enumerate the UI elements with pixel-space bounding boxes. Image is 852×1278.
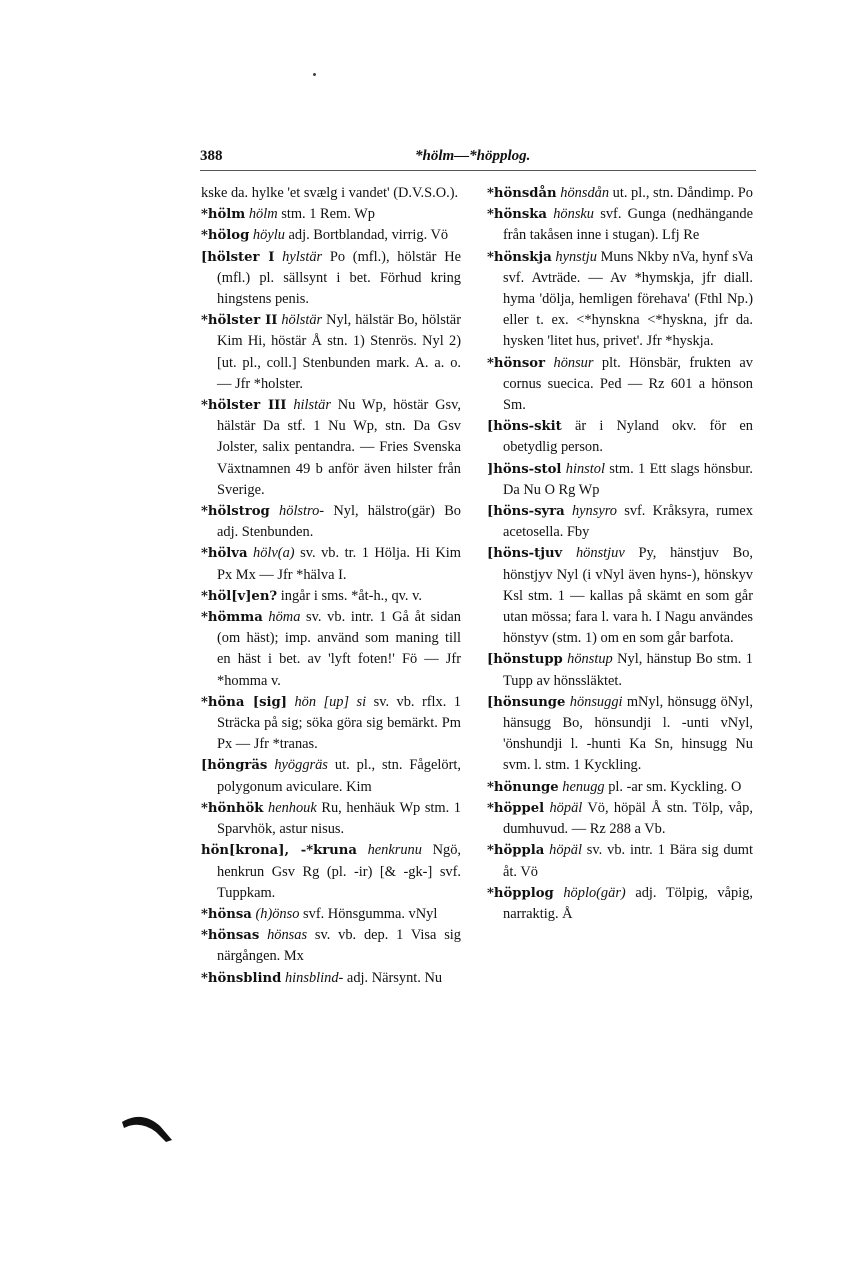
entry-headword: *hölva [201,546,248,562]
entry-dialect-form: henugg [562,778,605,795]
entry-dialect-form: höplo(gär) [563,884,626,901]
entry-dialect-form: hönsas [267,927,308,944]
entry-dialect-form: hinsblind- [284,969,344,986]
dictionary-entry [487,840,753,882]
entry-headword: [höns-tjuv [487,546,563,562]
entry-headword: *hölster III [201,398,287,414]
entry-headword: *hönsa [201,906,252,922]
entry-headword: *hölog [201,228,250,244]
entry-headword: *hömma [201,610,263,626]
dictionary-entry [487,204,753,246]
entry-dialect-form: hönsku [553,206,595,223]
entry-dialect-form: hilstär [293,397,331,414]
entry-definition: svf. Kråksyra, rumex acetosella. Fby [503,503,753,541]
dictionary-entry [487,416,753,458]
entry-dialect-form: hyöggräs [274,757,328,774]
entry-definition: Nyl, hälstär Bo, hölstär Kim Hi, höstär Å stn. 1) Stenrös. Nyl 2) [ut. pl., coll.] Stenbunden mark. A. a. o. — Jfr *holster. [217,312,461,392]
entry-headword: [hönsunge [487,694,566,710]
left-column [201,183,461,989]
entry-headword: [höns-skit [487,419,562,435]
entry-definition: ut. pl., stn. Fågelört, polygonum aviculare. Kim [217,757,461,795]
dictionary-entry [487,247,753,353]
dictionary-entry [487,459,753,501]
entry-definition: Nu Wp, höstär Gsv, hälstär Da stf. 1 Nu Wp, stn. Da Gsv Jolster, salix pentandra. — Fries Svenska Växtnamnen 49 b anför även hilster från Sverige. [217,397,461,498]
dictionary-entry [487,798,753,840]
entry-definition: stm. 1 Ett slags hönsbur. Da Nu O Rg Wp [503,460,753,498]
entry-definition: adj. Bortblandad, virrig. Vö [284,227,449,244]
entry-headword: *hönska [487,207,547,223]
entry-headword: *höl[v]en? [201,588,278,604]
dictionary-entry [201,925,461,967]
dictionary-entry [201,798,461,840]
entry-definition: stm. 1 Rem. Wp [277,206,375,223]
dictionary-entry [201,904,461,925]
dictionary-entry [201,501,461,543]
entry-dialect-form: hynstju [555,248,597,265]
entry-definition: sv. vb. tr. 1 Hölja. Hi Kim Px Mx — Jfr *hälva I. [217,545,461,583]
dictionary-entry [201,204,461,225]
entry-definition: pl. -ar sm. Kyckling. O [604,778,742,795]
dictionary-entry [201,755,461,797]
entry-dialect-form: henkrunu [367,842,422,859]
dictionary-entry [201,543,461,585]
dictionary-entry [487,353,753,417]
dictionary-entry [201,225,461,246]
entry-dialect-form: hönsdån [560,185,610,201]
page-corner-mark-icon [120,1108,180,1148]
entry-headword: *hönsas [201,928,260,944]
entry-dialect-form: hön [up] si [294,693,367,710]
entry-definition: ut. pl., stn. Dåndimp. Po [609,185,753,201]
entry-headword: [hölster I [201,249,275,265]
entry-definition: Vö, höpäl Å stn. Tölp, våp, dumhuvud. — Rz 288 a Vb. [503,799,753,838]
entry-definition: adj. Tölpig, våpig, narraktig. Å [503,884,753,922]
entry-definition: sv. vb. rflx. 1 Sträcka på sig; söka göra sig bemärkt. Pm Px — Jfr *tranas. [217,693,461,753]
dictionary-entry [201,310,461,395]
entry-definition: ingår i sms. *åt-h., qv. v. [280,587,422,604]
entry-headword: *hönsblind [201,970,282,986]
dictionary-entry [487,777,753,798]
entry-headword: *höna [sig] [201,694,287,710]
entry-definition: plt. Hönsbär, frukten av cornus suecica. Ped — Rz 601 a hönson Sm. [503,354,753,414]
entry-dialect-form: hönstup [567,651,613,668]
dictionary-entry [487,543,753,649]
dictionary-entry [201,183,461,204]
entry-dialect-form: henhouk [268,799,317,816]
entry-dialect-form: hönsur [553,354,594,371]
entry-definition: Muns Nkby nVa, hynf sVa svf. Avträde. — Av *hymskja, jfr diall. hyma 'dölja, hemligen förehava' (Fthl Np.) eller t. ex. <*hynskna <*hyskna, jfr da. hysken 'litet hus, privet'. Jfr *hyskja. [503,248,753,350]
header-rule [200,170,756,171]
entry-dialect-form: hynsyro [571,503,617,520]
dictionary-entry [201,247,461,311]
entry-dialect-form: (h)önso [255,905,300,922]
entry-headword: *höppla [487,843,545,859]
entry-dialect-form: hölv(a) [253,545,295,562]
entry-headword: *hölster II [201,313,278,329]
entry-headword: *hönsor [487,355,546,371]
entry-definition: Nyl, hälstro(gär) Bo adj. Stenbunden. [217,503,461,541]
entry-dialect-form: höma [268,609,301,626]
entry-headword: [höns-syra [487,504,565,520]
dictionary-entry [201,607,461,692]
entry-dialect-form: höpäl [549,799,583,816]
entry-headword: *hönskja [487,249,552,265]
entry-definition: sv. vb. dep. 1 Visa sig närgången. Mx [217,927,461,965]
entry-dialect-form: höylu [252,227,285,244]
entry-dialect-form: hylstär [282,248,323,265]
dictionary-entry [201,840,461,904]
entry-dialect-form: hölstär [281,312,323,329]
entry-headword: *hölstrog [201,504,270,520]
entry-definition: Ru, henhäuk Wp stm. 1 Sparvhök, astur nisus. [217,799,461,838]
entry-definition: är i Nyland okv. för en obetydlig person. [503,418,753,456]
entry-dialect-form: hönsuggi [569,693,623,710]
entry-definition: sv. vb. intr. 1 Gå åt sidan (om häst); imp. använd som maning till en häst i bet. av 'lyft foten!' Fö — Jfr *homma v. [217,609,461,689]
entry-definition: Py, hänstjuv Bo, hönstjyv Nyl (i vNyl även hyns-), hönskyv Ksl stm. 1 — kallas på skämt en som går utan mössa; fara l. vara h. I Nagu användes hönstyv (stm. 1) om en som går barfota. [503,545,753,647]
entry-dialect-form: hölstro- [279,503,325,520]
entry-headword: ]höns-stol [487,461,562,477]
entry-definition: svf. Gunga (nedhängande från takåsen inne i stugan). Lfj Re [503,206,753,244]
dictionary-entry [487,883,753,925]
entry-dialect-form: hönstjuv [575,545,625,562]
dictionary-entry [487,649,753,691]
dictionary-entry [201,968,461,989]
entry-headword: *höpplog [487,885,554,901]
entry-definition: Ngö, henkrun Gsv Rg (pl. -ir) [& -gk-] svf. Tuppkam. [217,842,461,901]
entry-dialect-form: höpäl [549,842,582,859]
entry-definition: Po (mfl.), hölstär He (mfl.) pl. sällsynt i bet. Förhud kring hingstens penis. [217,248,461,308]
entry-headword: *hönunge [487,779,559,795]
entry-dialect-form: hinstol [565,460,605,477]
running-head: *hölm—*höpplog. [415,148,531,164]
entry-headword: *höppel [487,800,545,816]
right-column [487,183,753,925]
entry-dialect-form: hölm [248,206,278,223]
dictionary-entry [487,692,753,777]
dictionary-entry [487,183,753,204]
dictionary-entry [201,692,461,756]
entry-headword: [höngräs [201,758,268,774]
entry-definition: adj. Närsynt. Nu [343,969,443,986]
entry-headword: hön[krona], -*kruna [201,843,357,859]
page-number: 388 [200,148,223,164]
entry-definition: sv. vb. intr. 1 Bära sig dumt åt. Vö [503,842,753,880]
entry-definition: svf. Hönsgumma. vNyl [299,905,438,922]
scan-speck [313,73,316,76]
entry-headword: [hönstupp [487,652,563,668]
entry-headword: *hönhök [201,800,264,816]
dictionary-entry [201,586,461,607]
entry-headword: *hölm [201,207,246,223]
dictionary-entry [487,501,753,543]
entry-definition: Nyl, hänstup Bo stm. 1 Tupp av hönssläktet. [503,651,753,689]
entry-headword: *hönsdån [487,186,557,201]
entry-definition: mNyl, hönsugg öNyl, hänsugg Bo, hönsundji l. -unti vNyl, 'önshundji l. -hunti Ka Sn, hinsugg Nu svm. l. stm. 1 Kyckling. [503,693,753,774]
entry-definition: kske da. hylke 'et svælg i vandet' (D.V.S.O.). [201,185,459,201]
dictionary-entry [201,395,461,501]
